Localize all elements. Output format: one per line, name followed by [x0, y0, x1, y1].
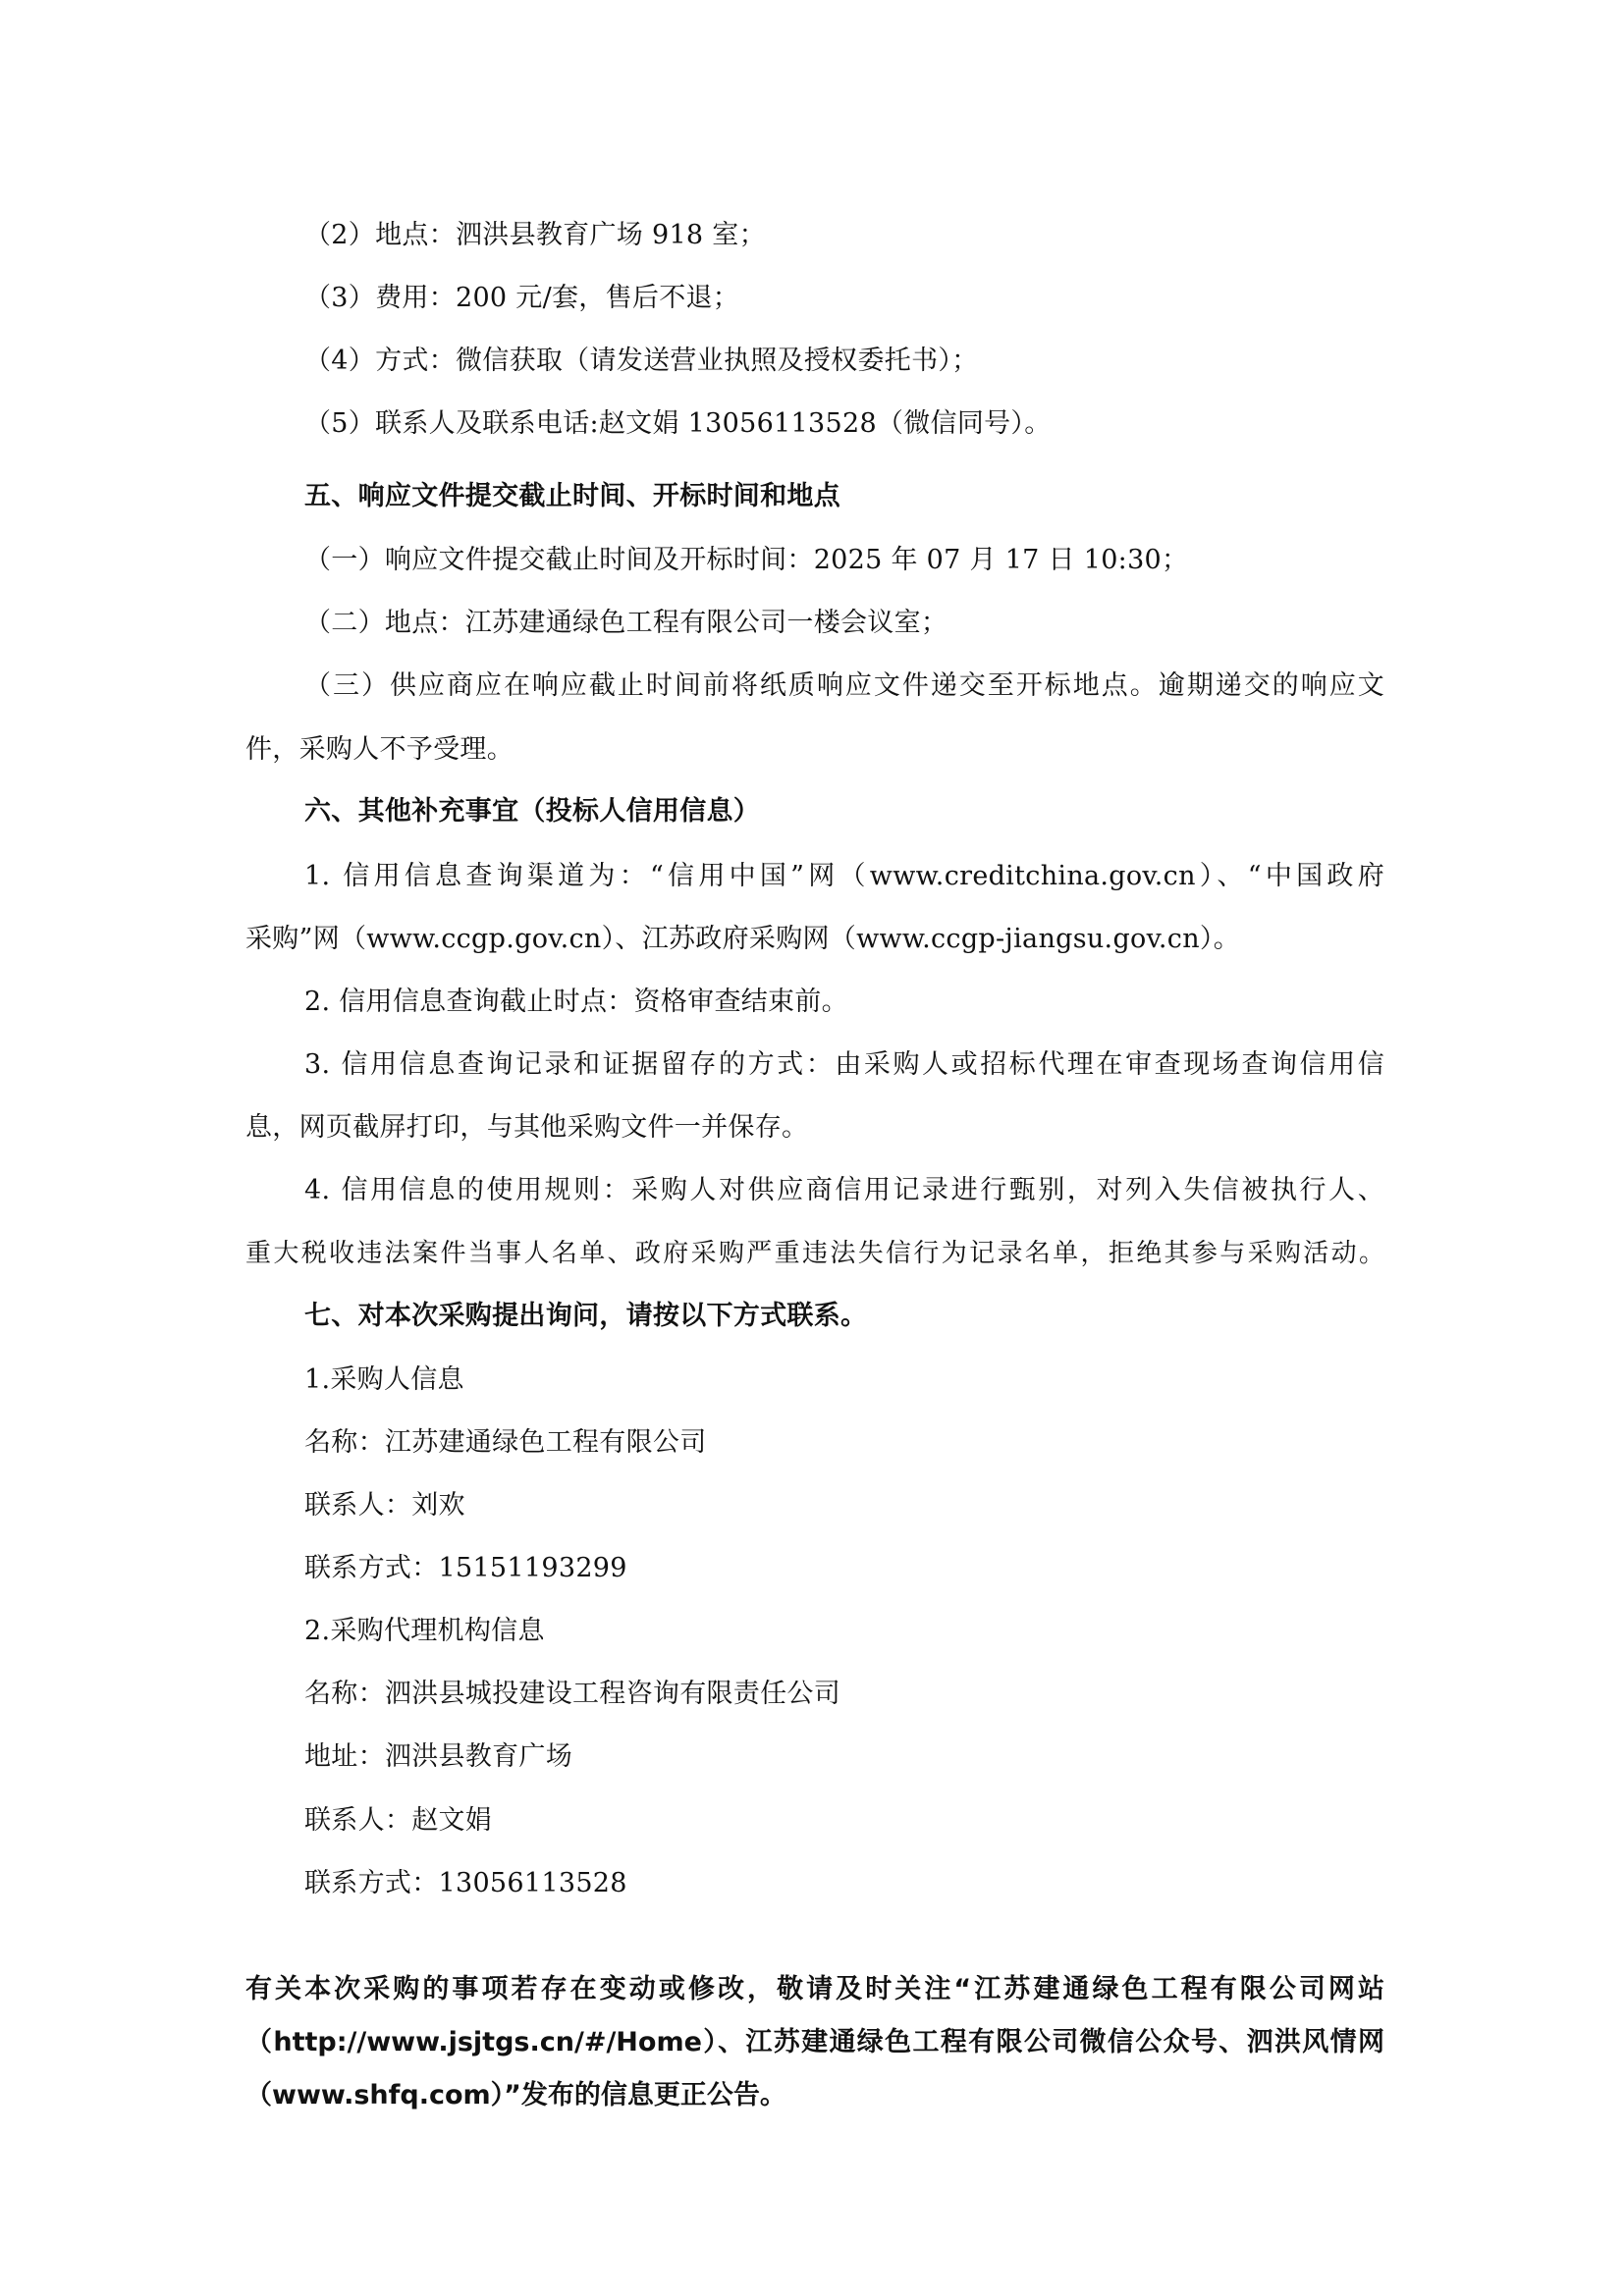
doc-fee-item: （3）费用：200 元/套，售后不退；: [304, 283, 740, 313]
notice-line1: 有关本次采购的事项若存在变动或修改，敬请及时关注“江苏建通绿色工程有限公司网站: [245, 1974, 1384, 2004]
purchaser-info-title: 1.采购人信息: [304, 1364, 464, 1395]
agency-contact: 联系人：赵文娟: [304, 1805, 493, 1836]
agency-address: 地址：泗洪县教育广场: [304, 1741, 572, 1772]
section6-item1-line2: 采购”网（www.ccgp.gov.cn）、江苏政府采购网（www.ccgp-jiangsu.gov.cn）。: [245, 924, 1241, 954]
doc-method-item: （4）方式：微信获取（请发送营业执照及授权委托书）；: [304, 346, 979, 376]
purchaser-name: 名称：江苏建通绿色工程有限公司: [304, 1427, 707, 1458]
section7-heading: 七、对本次采购提出询问，请按以下方式联系。: [304, 1301, 868, 1331]
purchaser-phone: 联系方式：15151193299: [304, 1553, 627, 1583]
section6-item4-line1: 4. 信用信息的使用规则：采购人对供应商信用记录进行甄别，对列入失信被执行人、: [304, 1175, 1384, 1205]
section6-item3-line2: 息，网页截屏打印，与其他采购文件一并保存。: [245, 1112, 809, 1143]
agency-info-title: 2.采购代理机构信息: [304, 1616, 545, 1646]
notice-line2: （http://www.jsjtgs.cn/#/Home）、江苏建通绿色工程有限公司微信公众号、泗洪风情网: [245, 2027, 1384, 2057]
section5-item-submission-line1: （三）供应商应在响应截止时间前将纸质响应文件递交至开标地点。逾期递交的响应文: [304, 670, 1384, 701]
section5-item-deadline: （一）响应文件提交截止时间及开标时间：2025 年 07 月 17 日 10:30；: [304, 545, 1189, 575]
section5-item-submission-line2: 件，采购人不予受理。: [245, 734, 514, 765]
agency-phone: 联系方式：13056113528: [304, 1868, 627, 1898]
purchaser-contact: 联系人：刘欢: [304, 1490, 465, 1521]
section5-item-location: （二）地点：江苏建通绿色工程有限公司一楼会议室；: [304, 608, 948, 638]
section6-heading: 六、其他补充事宜（投标人信用信息）: [304, 796, 761, 827]
agency-name: 名称：泗洪县城投建设工程咨询有限责任公司: [304, 1679, 840, 1709]
section5-heading: 五、响应文件提交截止时间、开标时间和地点: [304, 481, 840, 511]
section6-item2: 2. 信用信息查询截止时点：资格审查结束前。: [304, 987, 848, 1017]
doc-contact-item: （5）联系人及联系电话:赵文娟 13056113528（微信同号）。: [304, 408, 1052, 439]
notice-line3: （www.shfq.com）”发布的信息更正公告。: [245, 2080, 786, 2110]
doc-location-item: （2）地点：泗洪县教育广场 918 室；: [304, 220, 766, 250]
section6-item3-line1: 3. 信用信息查询记录和证据留存的方式：由采购人或招标代理在审查现场查询信用信: [304, 1049, 1384, 1080]
section6-item4-line2: 重大税收违法案件当事人名单、政府采购严重违法失信行为记录名单，拒绝其参与采购活动。: [245, 1239, 1384, 1268]
section6-item1-line1: 1. 信用信息查询渠道为：“信用中国”网（www.creditchina.gov.cn）、“中国政府: [304, 861, 1384, 891]
